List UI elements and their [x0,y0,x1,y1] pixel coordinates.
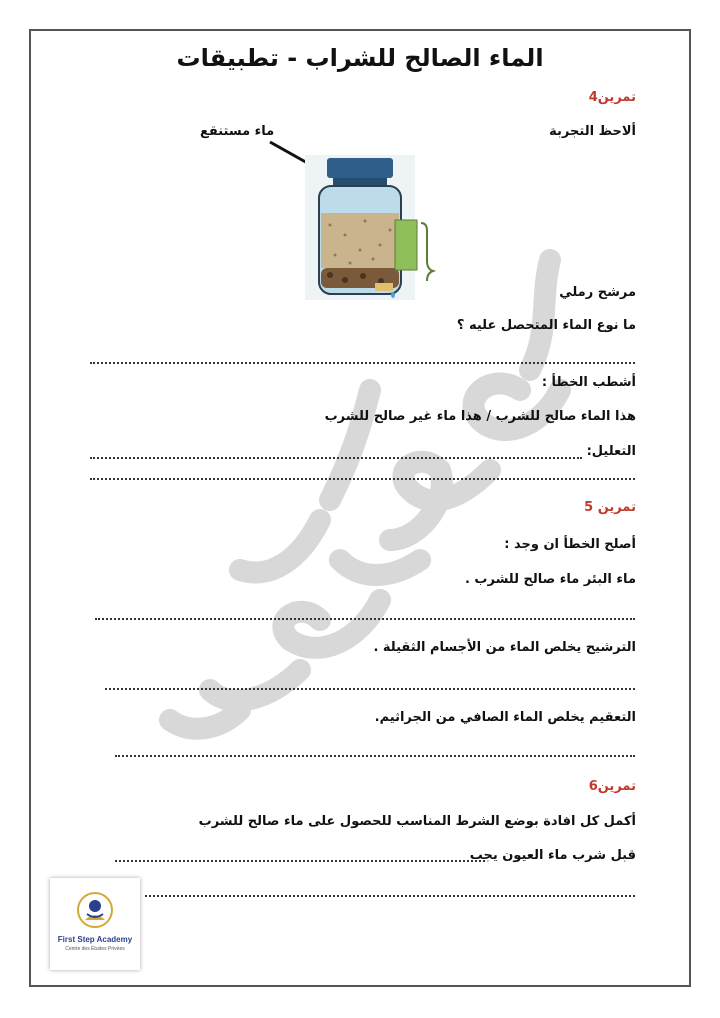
justification-label: التعليل: [586,444,636,459]
choice-statement: هذا الماء صالح للشرب / هذا ماء غير صالح للشرب [324,409,636,424]
jar-filter-illustration [305,155,440,300]
answer-line[interactable] [115,755,635,757]
observe-text: ألاحظ التجربة [549,124,636,139]
exercise-6-instruction: أكمل كل افادة بوضع الشرط المناسب للحصول على ماء صالح للشرب [198,814,636,829]
logo-emblem-icon [75,890,115,930]
exercise-5-instruction: أصلح الخطأ ان وجد : [504,537,636,552]
academy-logo [50,878,140,970]
answer-line[interactable] [115,860,485,862]
page-title: الماء الصالح للشراب - تطبيقات [176,44,544,72]
exercise-5-label: تمرين 5 [584,500,636,515]
answer-line[interactable] [145,895,635,897]
statement-item: التعقيم يخلص الماء الصافي من الجراثيم. [374,710,636,725]
logo-name: First Step Academy [57,935,133,944]
stagnant-water-label: ماء مستنقع [200,124,275,139]
answer-line[interactable] [105,688,635,690]
question-water-type: ما نوع الماء المتحصل عليه ؟ [456,318,636,333]
completion-sentence: قبل شرب ماء العيون يجب [469,848,636,863]
answer-line[interactable] [90,457,582,459]
statement-item: ماء البئر ماء صالح للشرب . [464,572,636,587]
logo-subtitle: Centre des Études Privées [65,946,125,952]
exercise-4-label: تمرين4 [588,90,636,105]
answer-line[interactable] [90,362,635,364]
answer-line[interactable] [90,478,635,480]
sand-filter-label: مرشح رملي [559,285,636,300]
statement-item: الترشيح يخلص الماء من الأجسام الثقيلة . [373,640,636,655]
strike-wrong-label: أشطب الخطأ : [541,375,636,390]
answer-line[interactable] [95,618,635,620]
exercise-6-label: تمرين6 [588,779,636,794]
